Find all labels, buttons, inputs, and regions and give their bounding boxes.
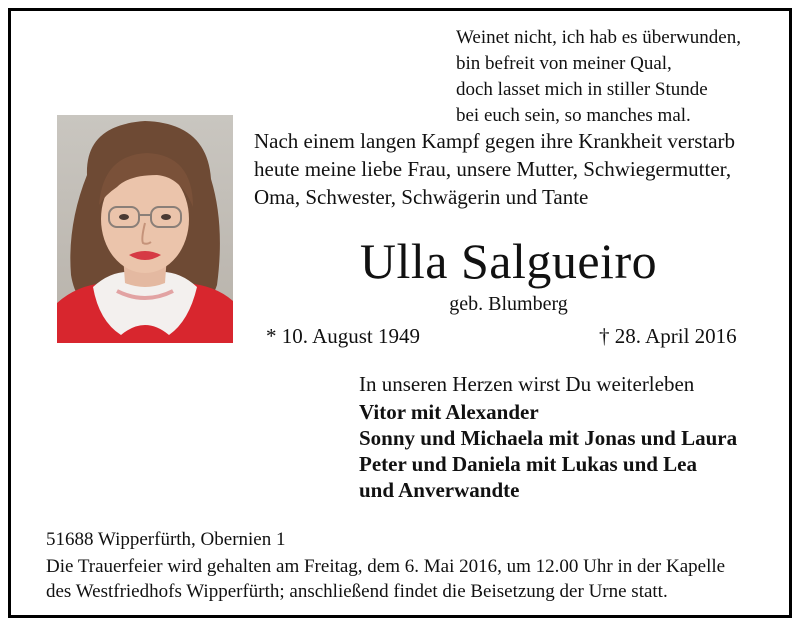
intro-line: Nach einem langen Kampf gegen ihre Krankheit verstarb <box>254 129 736 153</box>
intro-line: heute meine liebe Frau, unsere Mutter, Schwiegermutter, <box>254 157 732 181</box>
mourner-line: Sonny und Michaela mit Jonas und Laura <box>359 426 738 450</box>
maiden-name: geb. Blumberg <box>449 293 568 315</box>
mourner-line: Vitor mit Alexander <box>359 400 539 424</box>
service-line: des Westfriedhofs Wipperfürth; anschließend findet die Beisetzung der Urne statt. <box>46 581 668 602</box>
death-date: † 28. April 2016 <box>599 324 737 348</box>
address: 51688 Wipperfürth, Obernien 1 <box>46 529 286 550</box>
mourners-heading: In unseren Herzen wirst Du weiterleben <box>359 372 695 396</box>
deceased-name: Ulla Salgueiro <box>359 233 658 289</box>
intro-line: Oma, Schwester, Schwägerin und Tante <box>254 185 589 209</box>
funeral-service-info <box>46 554 786 604</box>
mourner-line: Peter und Daniela mit Lukas und Lea <box>359 452 697 476</box>
service-line: Die Trauerfeier wird gehalten am Freitag, dem 6. Mai 2016, um 12.00 Uhr in der Kapelle <box>46 556 726 577</box>
obituary-notice <box>8 8 792 618</box>
poem-line: bin befreit von meiner Qual, <box>456 53 672 74</box>
poem-line: bei euch sein, so manches mal. <box>456 105 691 126</box>
birth-date: * 10. August 1949 <box>266 324 421 348</box>
intro-text <box>254 127 784 211</box>
poem <box>456 25 786 129</box>
poem-line: Weinet nicht, ich hab es überwunden, <box>456 27 741 48</box>
mourner-line: und Anverwandte <box>359 478 520 502</box>
poem-line: doch lasset mich in stiller Stunde <box>456 79 708 100</box>
mourners-list <box>359 399 737 503</box>
